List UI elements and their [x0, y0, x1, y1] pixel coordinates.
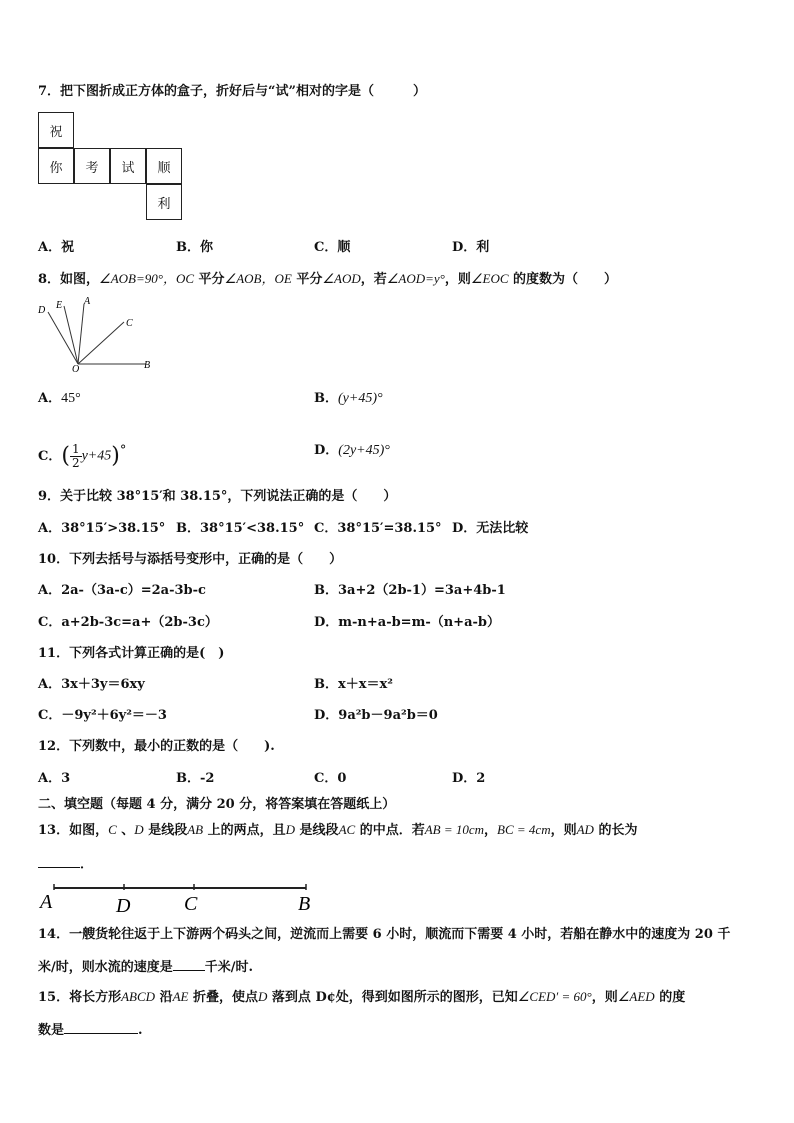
net-cell-4: 试	[110, 148, 146, 184]
q13-t3: 是线段	[295, 823, 339, 838]
q12-option-c: C．0	[314, 771, 347, 786]
q8-option-a-value: 45°	[61, 391, 81, 406]
fraction-den: 2	[71, 456, 80, 470]
q14-answer-blank[interactable]	[173, 957, 205, 971]
label-a: A	[84, 296, 91, 307]
q13-answer-blank[interactable]	[38, 854, 80, 868]
q14-stem-line1: 14．一艘货轮往返于上下游两个码头之间，逆流而上需要 6 小时，顺流而下需要 4 小时，若船在静水中的速度为 20 千	[38, 927, 731, 942]
q15-ae: AE	[172, 989, 189, 1004]
q12-option-a: A．3	[38, 771, 71, 786]
q13-c: C	[108, 822, 117, 837]
q7-option-c: C．顺	[314, 240, 351, 255]
q13-t6: ，则	[550, 823, 577, 838]
ray-od	[48, 312, 78, 364]
q14-t2: 千米/时.	[204, 960, 254, 975]
q10-stem: 10．下列去括号与添括号变形中，正确的是（ ）	[38, 552, 343, 567]
q13-sep: 、	[116, 823, 135, 838]
q13-t5: ，	[484, 823, 498, 838]
q7-option-d: D．利	[452, 240, 490, 255]
q8-option-d	[314, 443, 390, 459]
q11-stem: 11．下列各式计算正确的是( )	[38, 646, 225, 661]
q15-d: D	[258, 989, 268, 1004]
q13-segment-figure	[36, 878, 326, 918]
ray-oc	[78, 322, 124, 364]
q8-option-c: C．( $\frac{1}{2}$ y+45)°	[38, 442, 127, 470]
q13-d2: D	[285, 822, 296, 837]
label-o: O	[72, 364, 80, 375]
q11-option-b: B．x＋x＝x²	[314, 677, 393, 692]
q13-t7: 的长为	[593, 823, 638, 838]
q15-answer-blank[interactable]	[64, 1020, 138, 1034]
q7-option-b: B．你	[176, 240, 213, 255]
q8-angle-eoc: ∠EOC	[470, 271, 509, 286]
net-cell-1: 祝	[38, 112, 74, 148]
q9-option-b: B．38°15′<38.15°	[176, 521, 305, 536]
q10-option-b: B．3a+2（2b-1）=3a+4b-1	[314, 583, 506, 598]
q10-option-a: A．2a-（3a-c）=2a-3b-c	[38, 583, 206, 598]
q11-option-a: A．3x＋3y＝6xy	[38, 677, 145, 692]
fraction-num: 1	[71, 442, 80, 456]
q13-eq2: BC = 4cm	[497, 822, 551, 837]
seg-label-d: D	[116, 895, 131, 917]
net-cell-2: 你	[38, 148, 74, 184]
q10-option-c: C．a+2b-3c=a+（2b-3c）	[38, 615, 218, 630]
q15-aed: ∠AED	[617, 989, 655, 1004]
label-e: E	[56, 300, 63, 311]
q8-angle-aob: ∠AOB=90°，OC	[99, 271, 195, 286]
q8-option-b-label: B．	[314, 391, 338, 406]
q8-option-d-value: (2y+45)°	[338, 443, 390, 458]
q10-option-d: D．m-n+a-b=m-（n+a-b）	[314, 615, 500, 630]
q8-stem	[38, 271, 617, 288]
q11-option-d: D．9a²b－9a²b＝0	[314, 708, 438, 723]
q8-t4: ，则	[444, 272, 471, 287]
seg-label-c: C	[184, 893, 198, 915]
q13-eq1: AB = 10cm	[424, 822, 485, 837]
net-cell-5: 顺	[146, 148, 182, 184]
q13-d: D	[134, 822, 144, 837]
q15-t1: 15．将长方形	[38, 990, 122, 1005]
q13-t1: 是线段	[143, 823, 188, 838]
q8-option-c-deg: °	[119, 443, 127, 458]
q13-end: ．	[80, 857, 94, 872]
q8-fraction	[70, 443, 82, 470]
q8-t3: ，若	[360, 272, 387, 287]
q15-t3: 折叠，使点	[188, 990, 258, 1005]
q9-option-c: C．38°15′=38.15°	[314, 521, 442, 536]
q13-ac: AC	[338, 822, 356, 837]
ray-oa	[78, 304, 84, 364]
q8-option-d-label: D．	[314, 443, 339, 458]
q8-stem-pre: 8．如图，	[38, 272, 100, 287]
seg-label-b: B	[298, 893, 311, 915]
q15-abcd: ABCD	[121, 989, 156, 1004]
q7-option-a: A．祝	[38, 240, 75, 255]
q8-angle-figure	[34, 296, 164, 376]
q14-stem-line2	[38, 957, 253, 976]
q15-t7: 数是	[38, 1023, 65, 1038]
q8-angle-aod: ∠AOD	[322, 271, 361, 286]
q8-option-a	[38, 391, 81, 407]
q8-option-a-label: A．	[38, 391, 62, 406]
q12-stem: 12．下列数中，最小的正数的是（ ).	[38, 739, 275, 754]
q8-aob-oe: ∠AOB，OE	[224, 271, 292, 286]
q11-option-c: C．－9y²＋6y²＝－3	[38, 708, 167, 723]
q8-option-c-tail: y+45	[81, 448, 112, 464]
q13-t2: 上的两点，且	[203, 823, 286, 838]
q15-stem-line1	[38, 989, 685, 1006]
label-d: D	[38, 305, 46, 316]
q15-t2: 沿	[155, 990, 173, 1005]
section-heading-fill-in: 二、填空题（每题 4 分，满分 20 分，将答案填在答题纸上）	[38, 797, 396, 812]
q9-stem: 9．关于比较 38°15′和 38.15°，下列说法正确的是（ ）	[38, 489, 397, 504]
q8-aod-y: ∠AOD=y°	[386, 271, 445, 286]
q8-t1: 平分	[194, 272, 225, 287]
q13-answer-line	[38, 854, 93, 873]
label-c: C	[126, 318, 133, 329]
q15-t4: 落到点 D¢处，得到如图所示的图形，已知	[267, 990, 518, 1005]
q9-option-d: D．无法比较	[452, 521, 529, 536]
q8-option-b-value: (y+45)°	[338, 391, 383, 406]
q12-option-d: D．2	[452, 771, 486, 786]
label-b: B	[144, 360, 151, 371]
q15-t8: .	[138, 1023, 143, 1038]
q15-stem-line2	[38, 1020, 143, 1039]
ray-oe	[64, 306, 78, 364]
seg-label-a: A	[40, 891, 53, 913]
q13-ab: AB	[187, 822, 204, 837]
net-cell-6: 利	[146, 184, 182, 220]
q15-eq: ∠CED′ = 60°	[517, 989, 592, 1004]
net-cell-3: 考	[74, 148, 110, 184]
q9-option-a: A．38°15′>38.15°	[38, 521, 166, 536]
q8-option-b	[314, 391, 383, 407]
q13-t4: 的中点．若	[355, 823, 425, 838]
q15-t5: ，则	[591, 990, 618, 1005]
q12-option-b: B．-2	[176, 771, 215, 786]
q7-stem: 7．把下图折成正方体的盒子，折好后与“试”相对的字是（ ）	[38, 84, 427, 99]
q13-t0: 13．如图，	[38, 823, 109, 838]
q8-t5: 的度数为（ ）	[508, 272, 618, 287]
q15-t6: 的度	[654, 990, 686, 1005]
q8-t2: 平分	[291, 272, 323, 287]
q14-t1: 米/时，则水流的速度是	[38, 960, 173, 975]
q13-stem	[38, 822, 637, 839]
q13-ad: AD	[576, 822, 594, 837]
q8-option-c-label: C．	[38, 449, 62, 464]
